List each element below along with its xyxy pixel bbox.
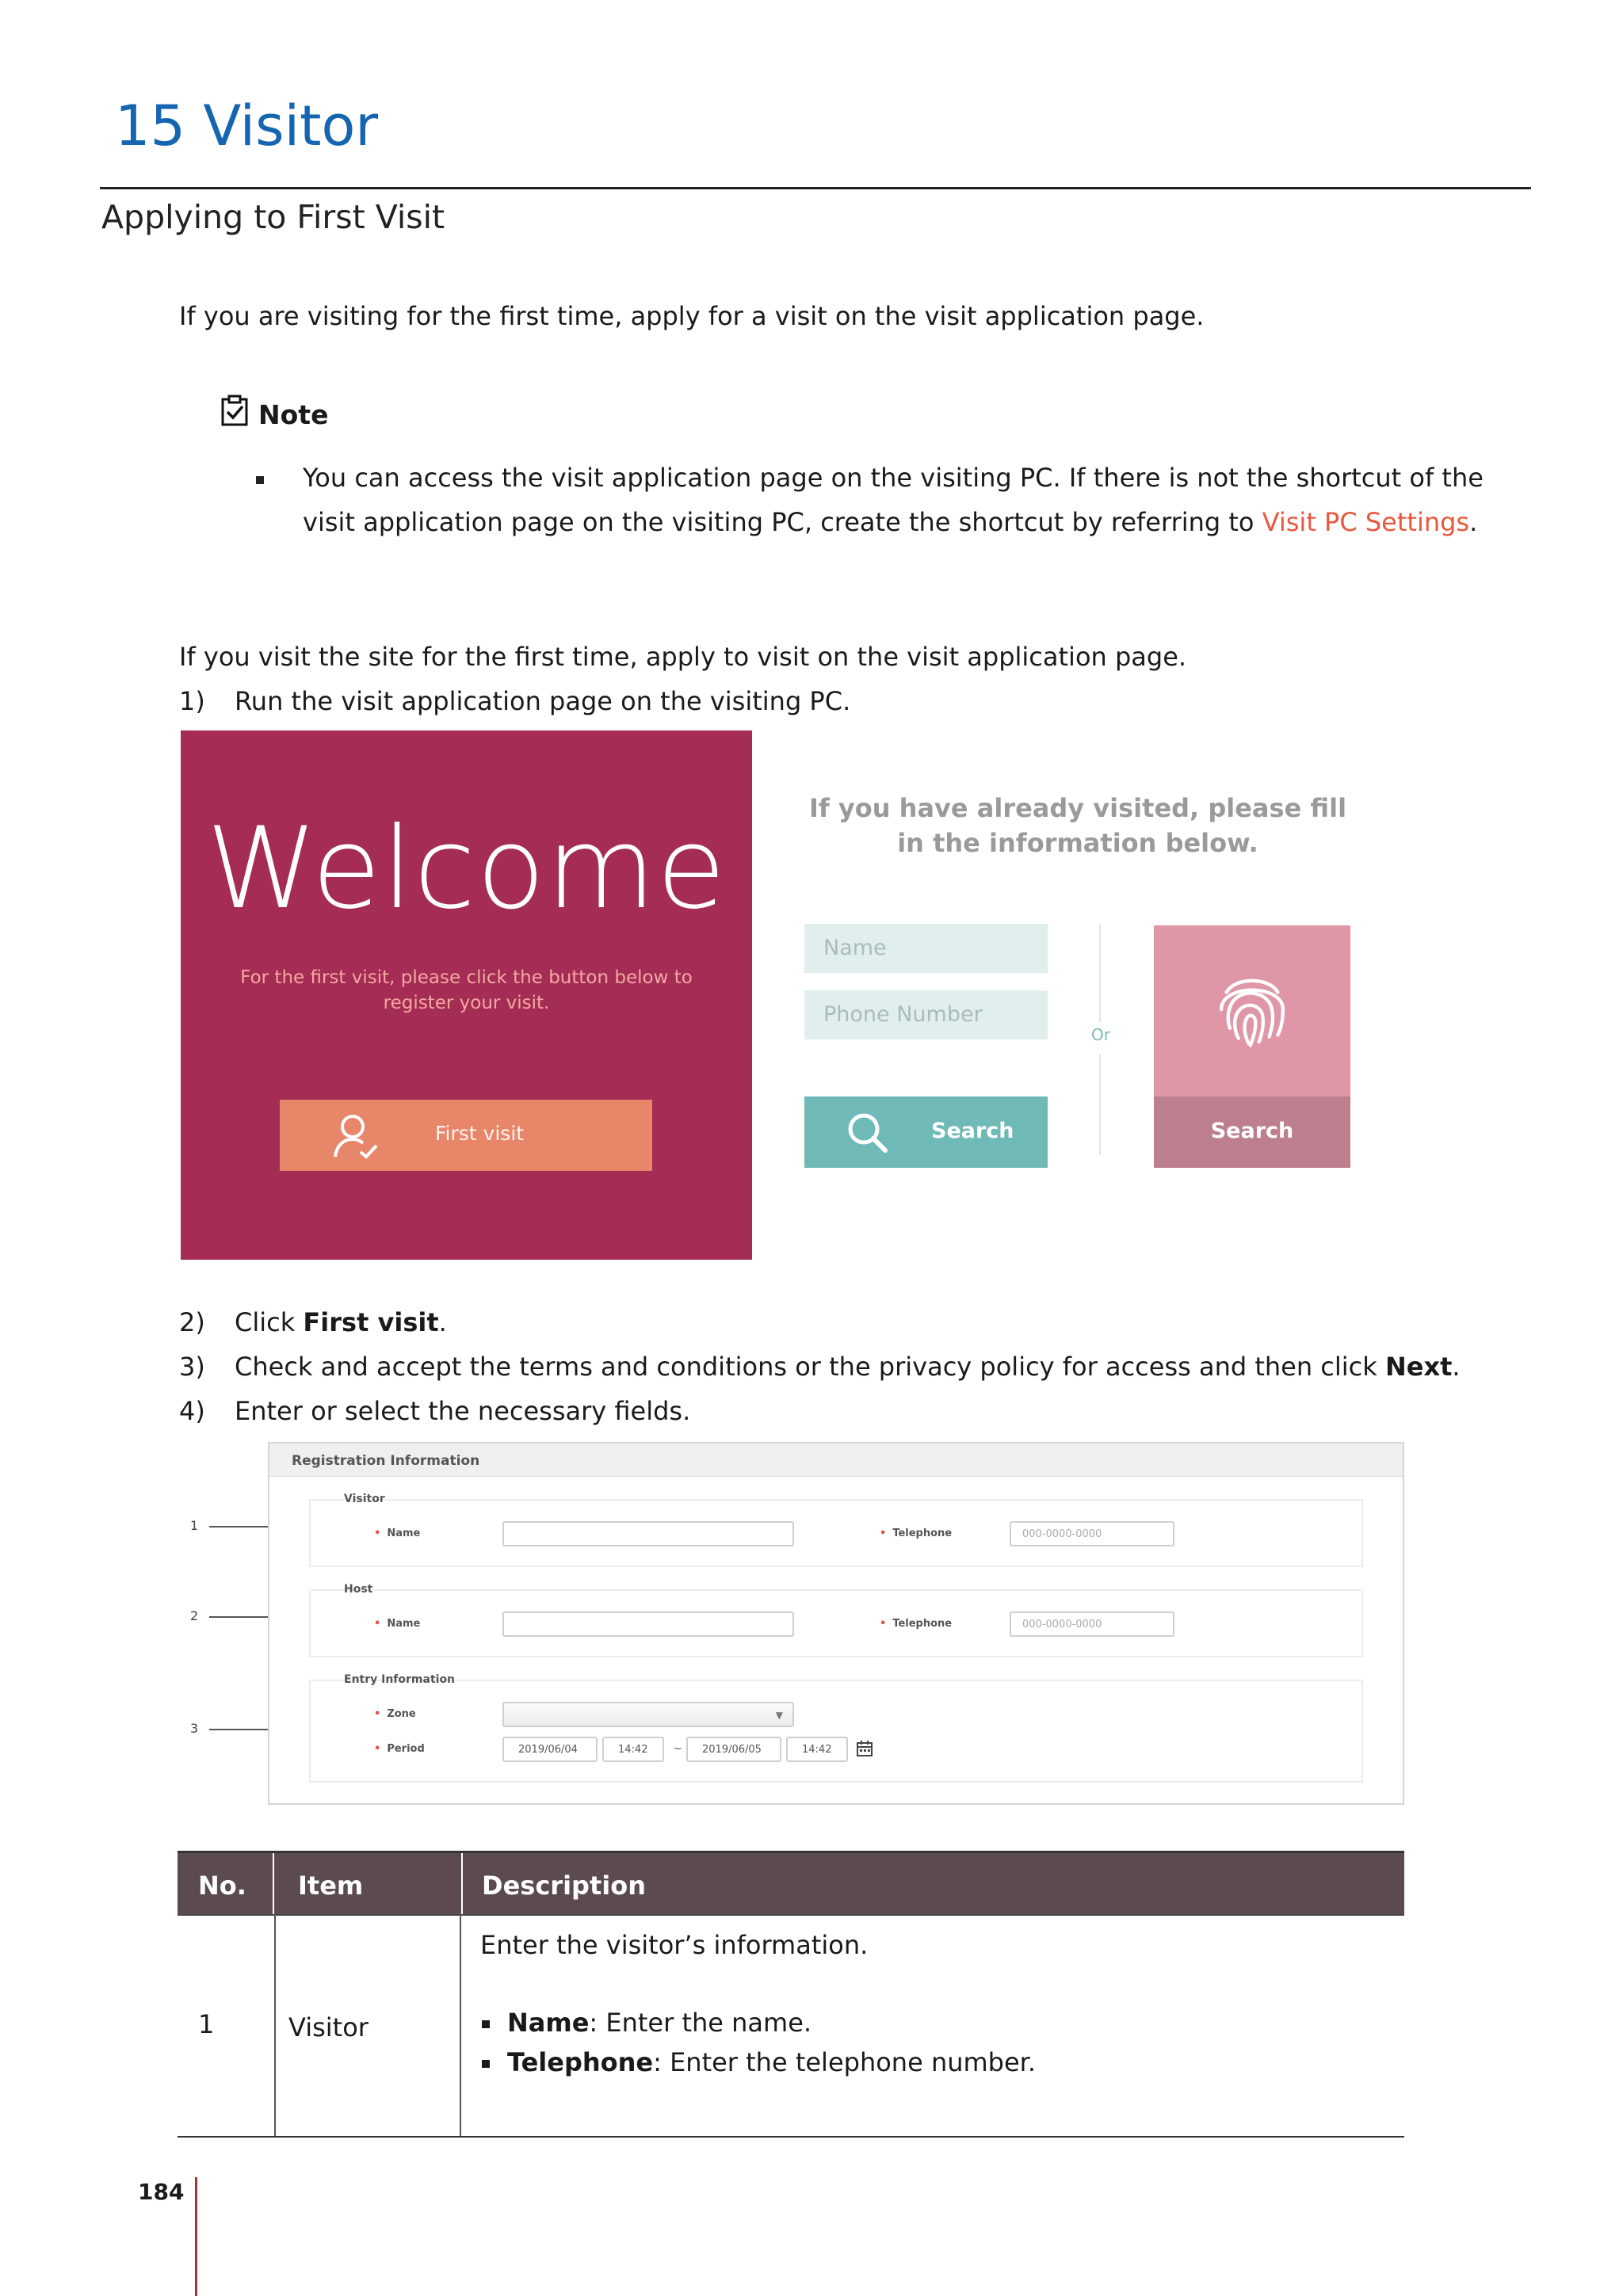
name-input[interactable] [804,924,1048,973]
chevron-down-icon: ▼ [775,1710,783,1721]
period-label: • Period [374,1743,425,1755]
or-divider-bottom [1099,1054,1101,1155]
desc-bullet-2-text [507,2047,1036,2077]
table-header-description: Description [482,1871,646,1901]
note-line-2 [303,507,1477,537]
step-3-bold: Next [1384,1352,1453,1382]
start-time-value: 14:42 [618,1744,648,1756]
entry-information-label: Entry Information [344,1673,456,1686]
desc-bullet-1-bold: Name [507,2008,590,2038]
desc-bullet-2-bold: Telephone [507,2047,654,2077]
step-2-post: . [438,1307,447,1337]
registration-header [269,1444,1403,1477]
host-telephone-label: • Telephone [880,1618,953,1630]
step-2-text [235,1307,447,1337]
zone-select[interactable] [502,1702,794,1727]
table-header-separator-1 [273,1853,274,1917]
desc-bullet-1-rest: : Enter the name. [589,2008,812,2038]
fingerprint-panel[interactable] [1154,925,1350,1168]
welcome-subtitle: For the first visit, please click the button below to register your visit. [240,967,693,1013]
visitor-telephone-input[interactable] [1010,1521,1174,1547]
step-2-bold: First visit [303,1307,439,1337]
note-bullet [256,476,264,484]
zone-label: • Zone [374,1708,416,1720]
step-1-text: Run the visit application page on the visiting PC. [235,686,851,716]
section-title: Applying to First Visit [101,198,445,236]
step-4-number: 4) [179,1396,205,1426]
desc-bullet-1-text [507,2008,812,2038]
footer-bar [195,2177,197,2296]
host-name-input[interactable] [502,1611,794,1637]
step-2-number: 2) [179,1307,205,1337]
first-visit-label: First visit [435,1122,525,1145]
note-clipboard-icon [220,395,249,426]
table-header-no: No. [198,1871,246,1901]
first-visit-button[interactable] [280,1100,652,1171]
desc-bullet-1 [482,2020,490,2028]
table-cell-desc-intro: Enter the visitor’s information. [480,1930,869,1960]
desc-bullet-2 [482,2060,490,2068]
start-time-input[interactable] [602,1737,664,1762]
welcome-panel [181,730,752,1260]
intro-paragraph: If you are visiting for the first time, apply for a visit on the visit application page. [179,301,1205,331]
period-separator: ~ [674,1743,682,1755]
host-group [309,1589,1363,1657]
end-time-input[interactable] [786,1737,848,1762]
host-telephone-placeholder: 000-0000-0000 [1022,1619,1102,1630]
visit-pc-settings-link[interactable]: Visit PC Settings [1262,507,1470,537]
table-column-line-2 [460,1914,461,2138]
phone-placeholder: Phone Number [823,1002,983,1027]
visitor-name-input[interactable] [502,1521,794,1547]
table-bottom-border [178,2136,1404,2138]
desc-bullet-2-rest: : Enter the telephone number. [653,2047,1037,2077]
already-visited-title: If you have already visited, please fill in the information below. [808,793,1347,858]
table-column-line-1 [274,1914,276,2138]
or-divider-top [1099,924,1101,1022]
note-line-2-prefix: visit application page on the visiting PC, create the shortcut by referring to [303,507,1262,537]
chapter-title: 15 Visitor [115,93,379,158]
table-cell-item: Visitor [288,2012,369,2042]
page-number: 184 [138,2179,185,2205]
visitor-group-label: Visitor [344,1493,385,1505]
end-date-value: 2019/06/05 [702,1744,762,1756]
table-cell-no: 1 [198,2009,215,2039]
step-3-post: . [1452,1352,1461,1382]
note-line-2-suffix: . [1469,507,1478,537]
step-4-text: Enter or select the necessary fields. [235,1396,691,1426]
table-header-item: Item [298,1871,364,1901]
visitor-telephone-label: • Telephone [880,1527,953,1539]
phone-number-input[interactable] [804,990,1048,1039]
note-line-1: You can access the visit application page on the visiting PC. If there is not the shortcut of the [303,463,1484,493]
host-telephone-input[interactable] [1010,1611,1174,1637]
user-check-icon [330,1111,381,1161]
search-icon [844,1109,892,1157]
registration-header-label: Registration Information [292,1453,480,1469]
callout-1: 1 [190,1518,199,1533]
fingerprint-search-label: Search [1210,1119,1294,1143]
host-name-label: • Name [374,1618,421,1630]
table-header-separator-2 [461,1853,463,1917]
search-button-label: Search [931,1119,1014,1143]
entry-information-group [309,1680,1363,1783]
table-header-underline [178,1914,1404,1916]
step-3-number: 3) [179,1352,205,1382]
calendar-icon[interactable] [856,1740,873,1757]
registration-form [268,1442,1404,1805]
or-label: Or [1091,1025,1110,1044]
note-label: Note [258,399,329,430]
step-3-pre: Check and accept the terms and conditions or the privacy policy for access and then click [235,1352,1385,1382]
visitor-telephone-placeholder: 000-0000-0000 [1022,1528,1102,1540]
header-rule [100,187,1531,189]
paragraph-2: If you visit the site for the first time, apply to visit on the visit application page. [179,642,1187,672]
callout-3: 3 [190,1721,199,1736]
step-3-text [235,1352,1461,1382]
end-time-value: 14:42 [802,1744,832,1756]
visitor-group [309,1499,1363,1567]
name-placeholder: Name [823,936,887,960]
fingerprint-icon [1209,967,1295,1052]
fingerprint-search-button[interactable] [1154,1097,1350,1168]
start-date-value: 2019/06/04 [518,1744,578,1756]
welcome-heading: Welcome [206,803,727,934]
visitor-name-label: • Name [374,1527,421,1539]
step-1-number: 1) [179,686,205,716]
start-date-input[interactable] [502,1737,598,1762]
step-2-pre: Click [235,1307,304,1337]
host-group-label: Host [344,1583,373,1596]
end-date-input[interactable] [686,1737,781,1762]
callout-2: 2 [190,1608,199,1623]
search-button[interactable] [804,1097,1048,1168]
table-header-row [178,1851,1404,1914]
